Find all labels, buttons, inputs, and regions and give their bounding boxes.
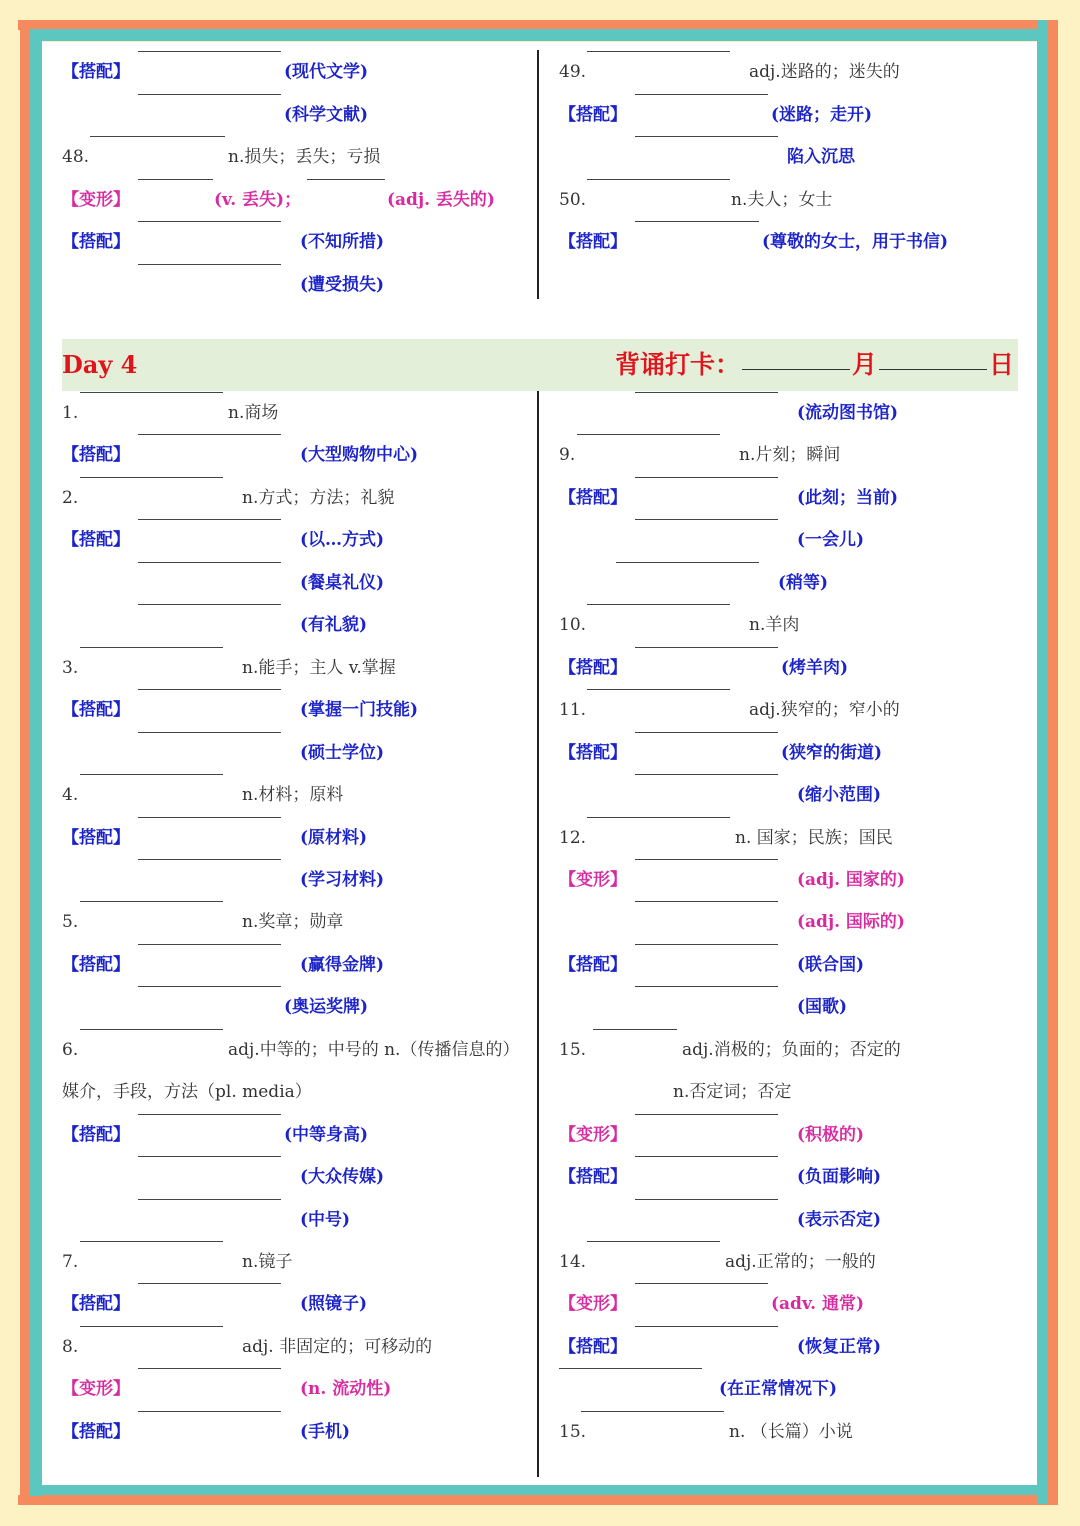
translation-hint: (国歌) — [797, 997, 848, 1017]
definition-text: n.镜子 — [242, 1252, 293, 1272]
month-blank[interactable] — [742, 339, 850, 370]
translation-hint: (奥运奖牌) — [284, 997, 369, 1017]
section-tag: 【变形】 — [62, 1379, 130, 1399]
answer-blank[interactable] — [307, 179, 385, 180]
answer-blank[interactable] — [138, 264, 281, 265]
answer-blank[interactable] — [593, 1029, 677, 1030]
answer-blank[interactable] — [587, 1241, 720, 1242]
item-number: 4. — [62, 785, 79, 805]
definition-text: adj.消极的；负面的；否定的 — [682, 1040, 901, 1060]
definition-text: n.商场 — [228, 403, 279, 423]
translation-hint: (掌握一门技能) — [300, 700, 419, 720]
translation-hint: (餐桌礼仪) — [300, 573, 385, 593]
answer-blank[interactable] — [138, 179, 213, 180]
frame-bar-left-teal — [30, 30, 42, 1496]
item-number: 5. — [62, 912, 79, 932]
answer-blank[interactable] — [635, 986, 778, 987]
answer-blank[interactable] — [635, 944, 778, 945]
day-title: Day 4 — [62, 350, 138, 379]
section-tag: 【变形】 — [62, 190, 130, 210]
section-tag: 【搭配】 — [559, 105, 627, 125]
translation-hint: (在正常情况下) — [719, 1379, 838, 1399]
item-number: 12. — [559, 828, 587, 848]
translation-hint: (负面影响) — [797, 1167, 882, 1187]
translation-hint: 陷入沉思 — [787, 147, 855, 167]
translation-hint: (缩小范围) — [797, 785, 882, 805]
translation-hint: (恢复正常) — [797, 1337, 882, 1357]
section-tag: 【搭配】 — [62, 1422, 130, 1442]
answer-blank[interactable] — [587, 51, 730, 52]
item-number: 6. — [62, 1040, 79, 1060]
definition-text: n.能手；主人 v.掌握 — [242, 658, 396, 678]
translation-hint: (大众传媒) — [300, 1167, 385, 1187]
section-tag: 【变形】 — [559, 1294, 627, 1314]
translation-hint: (联合国) — [797, 955, 865, 975]
day-label: 日 — [988, 350, 1014, 379]
answer-blank[interactable] — [80, 647, 223, 648]
answer-blank[interactable] — [581, 1411, 724, 1412]
translation-hint: (尊敬的女士，用于书信) — [762, 232, 949, 252]
translation-hint: (流动图书馆) — [797, 403, 899, 423]
item-number: 14. — [559, 1252, 587, 1272]
translation-hint: (adj. 国际的) — [797, 912, 905, 932]
answer-blank[interactable] — [138, 689, 281, 690]
item-number: 49. — [559, 62, 587, 82]
translation-hint: (不知所措) — [300, 232, 385, 252]
translation-hint: (中等身高) — [284, 1125, 369, 1145]
answer-blank[interactable] — [635, 519, 778, 520]
answer-blank[interactable] — [138, 944, 281, 945]
answer-blank[interactable] — [559, 1368, 702, 1369]
answer-blank[interactable] — [138, 94, 281, 95]
definition-text: 媒介，手段，方法（pl. media） — [62, 1082, 312, 1102]
answer-blank[interactable] — [138, 732, 281, 733]
answer-blank[interactable] — [635, 1156, 778, 1157]
checkin-label: 背诵打卡： — [614, 350, 740, 379]
answer-blank[interactable] — [587, 604, 730, 605]
section-tag: 【搭配】 — [559, 232, 627, 252]
definition-text: n.方式；方法；礼貌 — [242, 488, 395, 508]
answer-blank[interactable] — [138, 1114, 281, 1115]
item-number: 8. — [62, 1337, 79, 1357]
translation-hint: (积极的) — [797, 1125, 865, 1145]
translation-hint: (狭窄的街道) — [781, 743, 883, 763]
item-number: 3. — [62, 658, 79, 678]
translation-hint: (手机) — [300, 1422, 351, 1442]
answer-blank[interactable] — [138, 859, 281, 860]
answer-blank[interactable] — [138, 817, 281, 818]
answer-blank[interactable] — [635, 647, 778, 648]
section-tag: 【搭配】 — [559, 488, 627, 508]
definition-text: adj.迷路的；迷失的 — [749, 62, 900, 82]
translation-hint: (照镜子) — [300, 1294, 368, 1314]
definition-text: n.否定词；否定 — [673, 1082, 792, 1102]
item-number: 10. — [559, 615, 587, 635]
section-tag: 【搭配】 — [62, 445, 130, 465]
month-label: 月 — [851, 350, 877, 379]
section-tag: 【搭配】 — [559, 1167, 627, 1187]
answer-blank[interactable] — [80, 477, 223, 478]
section-tag: 【搭配】 — [559, 743, 627, 763]
answer-blank[interactable] — [138, 1368, 281, 1369]
definition-text: n.奖章；勋章 — [242, 912, 344, 932]
translation-hint: (迷路；走开) — [771, 105, 873, 125]
frame-bar-left-orange — [20, 20, 30, 1504]
definition-text: adj. 非固定的；可移动的 — [242, 1337, 433, 1357]
definition-text: n.羊肉 — [749, 615, 800, 635]
section-tag: 【变形】 — [559, 870, 627, 890]
definition-text: adj.正常的；一般的 — [725, 1252, 876, 1272]
section-tag: 【搭配】 — [559, 1337, 627, 1357]
item-number: 2. — [62, 488, 79, 508]
item-number: 50. — [559, 190, 587, 210]
answer-blank[interactable] — [80, 1326, 223, 1327]
answer-blank[interactable] — [80, 1029, 223, 1030]
translation-hint: (v. 丢失)； — [214, 190, 302, 210]
definition-text: n. 国家；民族；国民 — [735, 828, 893, 848]
item-number: 1. — [62, 403, 79, 423]
answer-blank[interactable] — [138, 1283, 281, 1284]
translation-hint: (中号) — [300, 1210, 351, 1230]
answer-blank[interactable] — [635, 774, 778, 775]
answer-blank[interactable] — [80, 901, 223, 902]
answer-blank[interactable] — [587, 817, 730, 818]
definition-text: n.损失；丢失；亏损 — [228, 147, 381, 167]
translation-hint: (科学文献) — [284, 105, 369, 125]
item-number: 15. — [559, 1040, 587, 1060]
answer-blank[interactable] — [635, 859, 778, 860]
section-tag: 【搭配】 — [559, 955, 627, 975]
section-tag: 【变形】 — [559, 1125, 627, 1145]
translation-hint: (原材料) — [300, 828, 368, 848]
answer-blank[interactable] — [138, 434, 281, 435]
answer-blank[interactable] — [587, 179, 730, 180]
item-number: 9. — [559, 445, 576, 465]
frame-bar-top-teal — [20, 29, 1056, 41]
translation-hint: (adv. 通常) — [771, 1294, 864, 1314]
answer-blank[interactable] — [80, 392, 223, 393]
item-number: 48. — [62, 147, 90, 167]
answer-blank[interactable] — [635, 94, 768, 95]
answer-blank[interactable] — [635, 1326, 778, 1327]
answer-blank[interactable] — [138, 1411, 281, 1412]
answer-blank[interactable] — [138, 986, 281, 987]
translation-hint: (有礼貌) — [300, 615, 368, 635]
section-tag: 【搭配】 — [62, 700, 130, 720]
answer-blank[interactable] — [635, 1283, 768, 1284]
translation-hint: (以…方式) — [300, 530, 385, 550]
day-blank[interactable] — [879, 339, 987, 370]
answer-blank[interactable] — [138, 562, 281, 563]
answer-blank[interactable] — [635, 477, 778, 478]
translation-hint: (硕士学位) — [300, 743, 385, 763]
item-number: 7. — [62, 1252, 79, 1272]
translation-hint: (遭受损失) — [300, 275, 385, 295]
definition-text: n.材料；原料 — [242, 785, 344, 805]
frame-bar-right-teal — [1037, 20, 1048, 1504]
section-tag: 【搭配】 — [62, 828, 130, 848]
translation-hint: (烤羊肉) — [781, 658, 849, 678]
day-header — [62, 339, 1018, 391]
answer-blank[interactable] — [138, 604, 281, 605]
section-tag: 【搭配】 — [62, 1294, 130, 1314]
section-tag: 【搭配】 — [62, 232, 130, 252]
item-number: 11. — [559, 700, 587, 720]
answer-blank[interactable] — [577, 434, 720, 435]
definition-text: n. （长篇）小说 — [729, 1422, 853, 1442]
section-tag: 【搭配】 — [62, 1125, 130, 1145]
answer-blank[interactable] — [616, 562, 759, 563]
frame-bar-right-orange — [1048, 20, 1058, 1504]
answer-blank[interactable] — [635, 1114, 778, 1115]
frame-bar-bottom-orange — [18, 1495, 1058, 1505]
section-tag: 【搭配】 — [62, 955, 130, 975]
answer-blank[interactable] — [635, 732, 778, 733]
translation-hint: (此刻；当前) — [797, 488, 899, 508]
translation-hint: (一会儿) — [797, 530, 865, 550]
translation-hint: (学习材料) — [300, 870, 385, 890]
translation-hint: (大型购物中心) — [300, 445, 419, 465]
definition-text: n.夫人；女士 — [731, 190, 833, 210]
answer-blank[interactable] — [635, 136, 778, 137]
translation-hint: (现代文学) — [284, 62, 369, 82]
translation-hint: (adj. 丢失的) — [387, 190, 495, 210]
section-tag: 【搭配】 — [62, 62, 130, 82]
answer-blank[interactable] — [80, 1241, 223, 1242]
answer-blank[interactable] — [80, 774, 223, 775]
translation-hint: (adj. 国家的) — [797, 870, 905, 890]
answer-blank[interactable] — [635, 901, 778, 902]
checkin-field — [615, 339, 1014, 391]
answer-blank[interactable] — [138, 519, 281, 520]
definition-text: n.片刻；瞬间 — [739, 445, 841, 465]
answer-blank[interactable] — [138, 1199, 281, 1200]
answer-blank[interactable] — [635, 221, 759, 222]
answer-blank[interactable] — [138, 51, 281, 52]
translation-hint: (表示否定) — [797, 1210, 882, 1230]
definition-text: adj.中等的；中号的 n.（传播信息的） — [228, 1040, 520, 1060]
answer-blank[interactable] — [138, 1156, 281, 1157]
answer-blank[interactable] — [635, 1199, 778, 1200]
answer-blank[interactable] — [587, 689, 730, 690]
item-number: 15. — [559, 1422, 587, 1442]
section-tag: 【搭配】 — [559, 658, 627, 678]
translation-hint: (赢得金牌) — [300, 955, 385, 975]
definition-text: adj.狭窄的；窄小的 — [749, 700, 900, 720]
translation-hint: (稍等) — [778, 573, 829, 593]
answer-blank[interactable] — [635, 392, 778, 393]
answer-blank[interactable] — [138, 221, 281, 222]
column-divider-main — [537, 391, 539, 1477]
translation-hint: (n. 流动性) — [300, 1379, 392, 1399]
section-tag: 【搭配】 — [62, 530, 130, 550]
answer-blank[interactable] — [90, 136, 225, 137]
column-divider-top — [537, 50, 539, 299]
